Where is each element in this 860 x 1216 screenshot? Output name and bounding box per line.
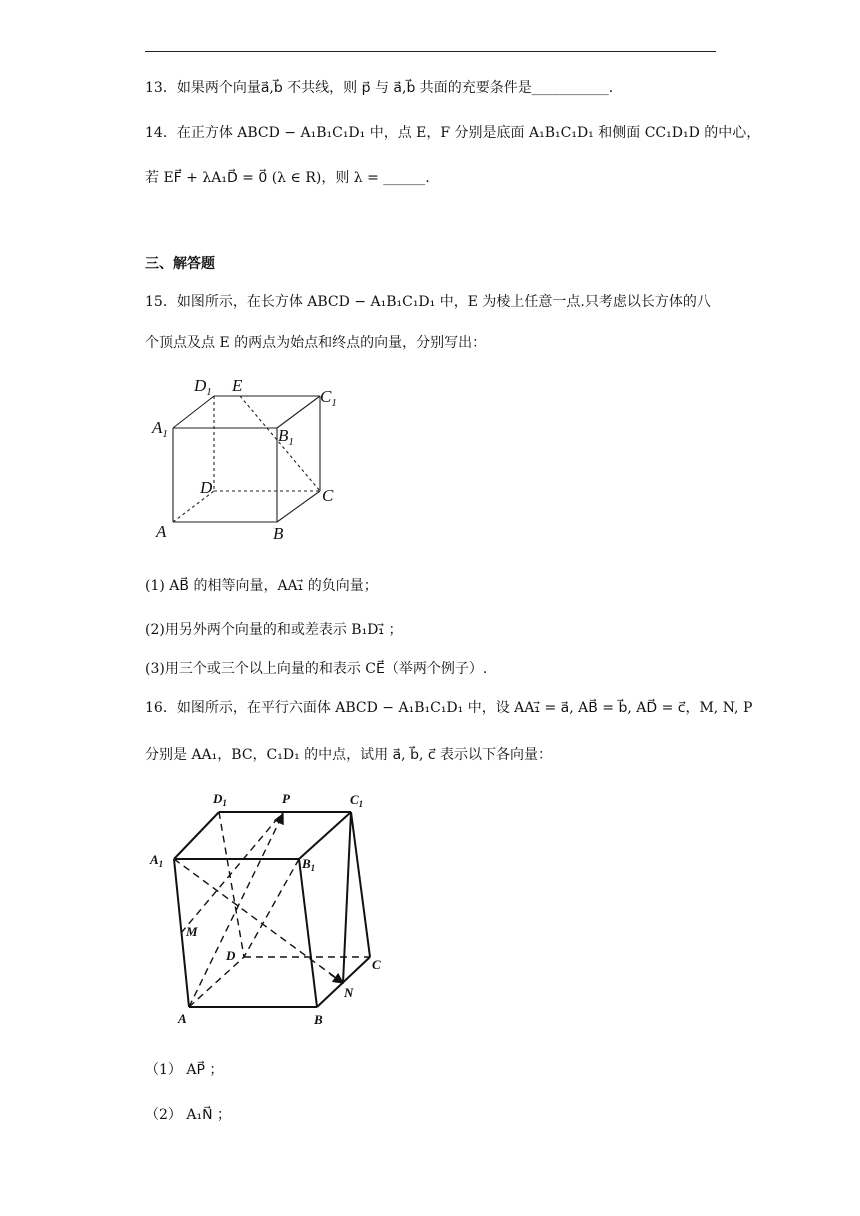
label-D1: $D_1$ [213, 791, 227, 808]
question-14-line-1: 14．在正方体 ABCD − A₁B₁C₁D₁ 中，点 E，F 分别是底面 A₁B₁C₁D₁ 和侧面 CC₁D₁D 的中心， [145, 125, 761, 141]
question-15-sub-2: (2)用另外两个向量的和或差表示 B₁D₁⃗ ； [145, 622, 403, 638]
label-D1: $D_1$ [194, 376, 212, 398]
question-16-sub-2: （2） A₁N⃗ ； [145, 1107, 232, 1123]
label-B: B [314, 1012, 323, 1027]
label-E: E [232, 376, 243, 395]
label-M: M [186, 924, 198, 939]
cuboid-figure [140, 365, 360, 545]
label-A1: $A_1$ [150, 852, 164, 869]
label-C1: $C_1$ [350, 792, 364, 809]
label-D: D [226, 948, 236, 963]
question-15-line-1: 15．如图所示，在长方体 ABCD − A₁B₁C₁D₁ 中，E 为棱上任意一点.只考虑以长方体的八 [145, 294, 711, 310]
question-14-line-2: 若 EF⃗ + λA₁D⃗ = 0⃗ (λ ∈ R)，则 λ = ______. [145, 170, 430, 186]
label-C: C [372, 957, 381, 972]
question-13: 13．如果两个向量a⃗,b⃗ 不共线，则 p⃗ 与 a⃗,b⃗ 共面的充要条件是___________. [145, 80, 614, 96]
question-16-sub-1: （1） AP⃗ ； [145, 1062, 224, 1078]
parallelepiped-figure [140, 785, 400, 1035]
label-P: P [282, 791, 290, 806]
question-15-sub-3: (3)用三个或三个以上向量的和表示 CE⃗（举两个例子）. [145, 661, 488, 677]
label-D: D [200, 478, 213, 497]
label-C1: $C_1$ [320, 387, 337, 409]
label-N: N [344, 985, 354, 1000]
header-rule [145, 51, 716, 52]
question-15-line-2: 个顶点及点 E 的两点为始点和终点的向量，分别写出： [145, 335, 487, 351]
section-heading: 三、解答题 [145, 256, 215, 272]
label-A: A [178, 1011, 187, 1026]
label-A1: $A_1$ [152, 418, 168, 440]
question-16-line-2: 分别是 AA₁，BC，C₁D₁ 的中点，试用 a⃗, b⃗, c⃗ 表示以下各向量： [145, 747, 553, 763]
label-B: B [273, 524, 284, 543]
label-C: C [322, 486, 334, 505]
question-15-sub-1: (1) AB⃗ 的相等向量，AA₁⃗ 的负向量； [145, 578, 378, 594]
label-A: A [156, 522, 167, 541]
label-B1: $B_1$ [278, 426, 294, 448]
label-B1: $B_1$ [302, 856, 316, 873]
question-16-line-1: 16．如图所示，在平行六面体 ABCD − A₁B₁C₁D₁ 中，设 AA₁⃗ = a⃗, AB⃗ = b⃗, AD⃗ = c⃗，M, N, P [145, 700, 753, 716]
